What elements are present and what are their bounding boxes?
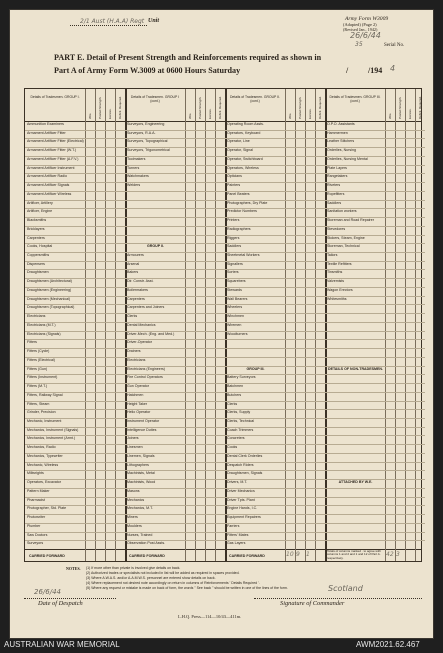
trade-label: Armament Artificer Fitter xyxy=(27,130,66,135)
row-line xyxy=(325,470,425,471)
despatch-date-hw: 26/6/44 xyxy=(34,588,61,596)
hw-total-value: 3 xyxy=(396,551,400,558)
sub-header: Deficit. Required. xyxy=(318,95,322,119)
trade-label: Draughtsmen, Signals xyxy=(227,471,263,476)
serial-label: Serial No. xyxy=(384,43,405,48)
trade-label: ATTACHED BY W.E. xyxy=(338,480,373,485)
despatch-label: Date of Despatch xyxy=(38,600,83,607)
trade-label: Turners xyxy=(127,165,140,170)
trade-label: Coach Trimmers xyxy=(227,427,254,432)
trade-label: Artificer, Engine xyxy=(27,209,53,214)
trade-label: Operators, Keyboard xyxy=(227,130,261,135)
trade-label: Dental Clerk Orderlies xyxy=(227,453,263,458)
trade-label: Pattern Maker xyxy=(27,488,50,493)
trade-label: Grinder, Precision xyxy=(27,410,56,415)
commander-signature: Scotland xyxy=(328,584,363,593)
numeric-column-divider xyxy=(305,89,306,561)
trade-label: Dental Mechanics xyxy=(127,322,156,327)
trade-label: Electricians xyxy=(27,314,46,319)
sub-header: Excess. xyxy=(208,108,212,119)
trade-label: Rangetakers xyxy=(327,174,348,179)
group-header: Details of Tradesmen. GROUP I. xyxy=(30,95,80,99)
trade-label: Saddlers xyxy=(327,200,342,205)
trade-label: Operators, Wireless xyxy=(227,165,259,170)
trade-label: Fire Control Operators xyxy=(127,375,163,380)
trade-label: Printers xyxy=(227,218,240,223)
trade-label: Engine Hands, I.C. xyxy=(227,506,258,511)
trade-label: Boilermakers xyxy=(127,287,148,292)
row-line xyxy=(325,462,425,463)
row-line xyxy=(325,540,425,541)
trade-label: Clerks, Supply xyxy=(227,410,251,415)
trade-label: Armament Artificer Fitter (A.F.V.) xyxy=(27,156,79,161)
row-line xyxy=(325,505,425,506)
trade-label: GROUP II. xyxy=(146,244,165,249)
trade-label: Drainers xyxy=(127,349,141,354)
trade-label: Hammermen xyxy=(327,130,348,135)
group-header: Details of Tradesmen. GROUP III. (cont.) xyxy=(329,95,381,103)
row-line xyxy=(325,532,425,533)
trade-label: Draughtsmen (Engineering) xyxy=(27,287,72,292)
trade-label: Operator, Switchboard xyxy=(227,156,263,161)
numeric-column-divider xyxy=(185,89,186,561)
trade-label: Watchmakers xyxy=(127,174,149,179)
numeric-column-divider xyxy=(395,89,396,561)
trade-label: Driver Tpts. Plant xyxy=(227,497,255,502)
trade-label: Observation Post Assts. xyxy=(127,541,166,546)
sub-header: W.E. xyxy=(388,112,392,119)
numeric-column-divider xyxy=(295,89,296,561)
trade-label: Wagon Erectors xyxy=(327,287,353,292)
trade-label: Wiremen xyxy=(227,322,242,327)
sub-header: Excess. xyxy=(408,108,412,119)
trade-label: Armament Artificer Fitter (W.T.) xyxy=(27,148,77,153)
trade-label: Cooks, Hospital xyxy=(27,244,53,249)
row-line xyxy=(325,453,425,454)
trade-label: Tailors xyxy=(327,253,338,258)
numeric-column-divider xyxy=(215,89,216,561)
trade-label: O.P.O. Assistants xyxy=(327,122,355,126)
trade-label: Hatchmen xyxy=(127,392,144,397)
numeric-column-divider xyxy=(115,89,116,561)
trade-label: Electricians (Engineers) xyxy=(127,366,165,371)
strength-table xyxy=(24,88,422,562)
trade-label: Draughtsmen (Mechanical) xyxy=(27,296,71,301)
sub-header: W.E. xyxy=(188,112,192,119)
trade-label: Carpenters and Joiners xyxy=(127,305,165,310)
trade-label: Clerks xyxy=(227,401,238,406)
sub-header: W.E. xyxy=(288,112,292,119)
trade-label: Armament Artificer Wireless xyxy=(27,191,72,196)
trade-label: Nurses, Trained xyxy=(127,532,153,537)
row-line xyxy=(325,331,425,332)
trade-label: Mechanics, Instrument (Armt.) xyxy=(27,436,76,441)
trade-label: Plumber xyxy=(27,523,41,528)
sub-header: Deficit. Required. xyxy=(418,95,422,119)
trade-label: Fitters, Railway Signal xyxy=(27,392,63,397)
trade-label: Machinists, Wood xyxy=(127,480,156,485)
trade-label: Gas Layers xyxy=(227,541,246,546)
row-line xyxy=(125,191,225,192)
trade-label: Welders xyxy=(127,183,141,188)
unit-value: 2/1 Aust (H.A.A) Regt xyxy=(80,18,145,25)
trade-label: Signallers xyxy=(227,261,243,266)
trade-label: Driver-Operator xyxy=(127,340,152,345)
numeric-column-divider xyxy=(385,89,386,561)
trade-label: Joiners xyxy=(127,436,139,441)
despatch-line xyxy=(24,598,116,599)
trade-label: Operating Room Assts. xyxy=(227,122,264,126)
trade-label: Draughtsmen (Architectural) xyxy=(27,279,72,284)
trade-label: Fitters (Gun) xyxy=(27,366,48,371)
row-line xyxy=(225,339,325,340)
trade-label: Armament Artificer Fitter (Electrical) xyxy=(27,139,84,144)
trade-label: Surveyors, Engineering xyxy=(127,122,165,126)
trade-label: Stokers, Steam, Engine xyxy=(327,235,365,240)
trade-label: Fitters xyxy=(27,340,37,345)
trade-label: Ropefitters xyxy=(327,191,345,196)
row-line xyxy=(325,383,425,384)
form-adapted: (Adapted) (Page 2) xyxy=(343,22,377,27)
trade-label: Miners xyxy=(127,515,138,520)
trade-label: Electricians (Signals) xyxy=(27,331,61,336)
trade-label: Battery Surveyors xyxy=(227,375,256,380)
trade-label: Saw Doctors xyxy=(27,532,48,537)
commander-label: Signature of Commander xyxy=(280,600,345,607)
trade-label: Woodturners xyxy=(227,331,248,336)
trade-label: Leather Stitchers xyxy=(327,139,355,144)
form-sheet xyxy=(10,10,433,638)
row-line xyxy=(325,392,425,393)
row-line xyxy=(325,514,425,515)
trade-label: Tinsmiths xyxy=(327,270,343,275)
notes-title: NOTES. xyxy=(66,566,81,571)
trade-label: Fitters (M.T.) xyxy=(27,384,48,389)
trade-label: Mechanic, Instrument xyxy=(27,418,62,423)
trade-label: Operator, Line xyxy=(227,139,250,144)
trade-label: Squarebers xyxy=(227,279,246,284)
row-line xyxy=(125,235,225,236)
trade-label: Instrument Operator xyxy=(127,418,160,423)
row-line xyxy=(125,226,225,227)
trade-label: Sorters xyxy=(227,270,239,275)
trade-label: Predictor Numbers xyxy=(227,209,257,214)
trade-label: Valvemists xyxy=(327,279,345,284)
trade-label: Equipment Repairers xyxy=(227,515,261,520)
hw-carried-value: 10 xyxy=(286,551,294,558)
row-line xyxy=(325,313,425,314)
trade-label: Armament Artificer Signals xyxy=(27,183,70,188)
row-line xyxy=(125,217,225,218)
trade-label: Blacksmiths xyxy=(27,218,47,223)
trade-label: Photographers, Dry Plate xyxy=(227,200,268,205)
trade-label: Surveyors, Topographical xyxy=(127,139,168,144)
hw-carried-value: 1 xyxy=(306,551,310,558)
trade-label: Pharmacist xyxy=(27,497,45,502)
trade-label: Linemen, Signals xyxy=(127,453,155,458)
trade-label: Textile Refitters xyxy=(327,261,352,266)
numeric-column-divider xyxy=(405,89,406,561)
trade-label: Carpenters xyxy=(127,296,145,301)
trade-label: Stewards xyxy=(227,287,242,292)
trade-label: Ammunition Examiners xyxy=(27,122,64,126)
trade-label: Linesmen xyxy=(127,445,143,450)
trade-label: Driver Mechanics xyxy=(227,488,255,493)
trade-label: Radiographers xyxy=(227,226,251,231)
note-2: (2) Authorized trades or specialists not included in list will be added as required in spaces provided. xyxy=(86,571,240,575)
trade-label: Armament Artificer Instrument xyxy=(27,165,75,170)
numeric-column-divider xyxy=(415,89,416,561)
carried-forward-label: CARRIED FORWARD xyxy=(229,554,265,558)
note-3: (3) Where A.W.A.S. and/or A.A.M.W.S. personnel are entered show details on back. xyxy=(86,576,216,580)
sub-header: W.E. xyxy=(88,112,92,119)
trade-label: Wall Bearers xyxy=(227,296,248,301)
trade-label: Whitesmiths xyxy=(327,296,347,301)
trade-label: Artificer, Artillery xyxy=(27,200,53,205)
trade-label: Driver-Mech. (Eng. and Med.) xyxy=(127,331,175,336)
form-name: Army Form W3009 xyxy=(345,16,389,22)
row-line xyxy=(225,348,325,349)
carried-forward-label: CARRIED FORWARD xyxy=(129,554,165,558)
trade-label: Operators, Excavator xyxy=(27,480,61,485)
numeric-column-divider xyxy=(205,89,206,561)
group-header: Details of Tradesmen. GROUP II. (cont.) xyxy=(229,95,281,103)
form-revised: (Revised Jan., 1942) xyxy=(343,27,378,32)
sub-header: Posted Strength. xyxy=(298,96,302,119)
trade-label: Despatch Riders xyxy=(227,462,254,467)
trade-label: Armament Artificer Radio xyxy=(27,174,67,179)
trade-label: Saddlers xyxy=(227,244,242,249)
trade-label: Toolmakers xyxy=(127,156,146,161)
title-line1: PART E. Detail of Present Strength and Reinforcements required as shown in xyxy=(54,53,322,62)
row-line xyxy=(325,374,425,375)
trade-label: Batchmen xyxy=(227,384,244,389)
row-line xyxy=(125,200,225,201)
trade-label: Mechanics, Instrument (Signals) xyxy=(27,427,79,432)
trade-label: Coppersmiths xyxy=(27,253,50,258)
trade-label: Farriers xyxy=(227,523,240,528)
unit-label: Unit xyxy=(148,18,160,24)
sub-header: Posted Strength. xyxy=(198,96,202,119)
trade-label: Mechanics, Typewriter xyxy=(27,453,63,458)
row-line xyxy=(325,427,425,428)
commander-line xyxy=(254,598,422,599)
trade-label: Photowriter xyxy=(27,515,46,520)
unit-underline xyxy=(70,25,147,26)
row-line xyxy=(225,357,325,358)
trade-label: Mechanics, Radio xyxy=(27,445,56,450)
trade-label: Storeman, Technical xyxy=(327,244,360,249)
trade-label: Surveyors, Trigonometrical xyxy=(127,148,170,153)
title-date-blank: / xyxy=(346,66,349,75)
carried-forward-label: CARRIED FORWARD xyxy=(29,554,65,558)
title-year-hw: 4 xyxy=(390,64,396,73)
trade-label: Surveyors xyxy=(27,541,44,546)
trade-label: Bricklayers xyxy=(27,226,45,231)
caption-left: AUSTRALIAN WAR MEMORIAL xyxy=(4,640,120,649)
hw-carried-value: 9 xyxy=(296,551,300,558)
trade-label: Lithographers xyxy=(127,462,149,467)
row-line xyxy=(325,444,425,445)
note-4: (4) Where replacement not desired note accordingly on return in columns of Reinforcements ' Details Required '. xyxy=(86,581,260,585)
trade-label: Orderlies, Nursing Mental xyxy=(327,156,368,161)
trade-label: Armourers xyxy=(127,253,144,258)
row-line xyxy=(325,304,425,305)
row-line xyxy=(325,488,425,489)
trade-label: Millwrights xyxy=(27,471,44,476)
numeric-column-divider xyxy=(85,89,86,561)
trade-label: Riveters xyxy=(327,183,341,188)
trade-label: Carpenters xyxy=(27,235,45,240)
date-handwritten: 26/6/44 xyxy=(350,31,381,40)
sub-header: Excess. xyxy=(308,108,312,119)
trade-label: Cooks xyxy=(227,445,238,450)
trade-label: Butchers xyxy=(227,392,242,397)
trade-label: DETAILS OF NON-TRADESMEN. xyxy=(327,366,384,371)
sub-header: Posted Strength. xyxy=(398,96,402,119)
trade-label: Dispensers xyxy=(27,261,45,266)
trade-label: Fitters (Cycle) xyxy=(27,349,50,354)
trade-label: Operator, Signal xyxy=(227,148,253,153)
note-1: (1) If more other than private is involved give details on back. xyxy=(86,566,181,570)
trade-label: Painters xyxy=(227,183,241,188)
trade-label: Plate Layers xyxy=(327,165,347,170)
printer-line: L.H.Q. Press—114—10/43—411m. xyxy=(178,614,242,619)
numeric-column-divider xyxy=(195,89,196,561)
trade-label: Helio Operator xyxy=(127,410,151,415)
trade-label: Mechanic, Wireless xyxy=(27,462,59,467)
trade-label: Gun Operator xyxy=(127,384,149,389)
trade-label: Fitters, Steam xyxy=(27,401,50,406)
trade-label: Mechanics xyxy=(127,497,145,502)
row-line xyxy=(325,523,425,524)
group-header: Details of Tradesmen. GROUP I (cont.) xyxy=(130,95,180,103)
note-5: (5) Where any request or mistake is made on back of form, the words " See back " should be written in one of the lines of the form. xyxy=(86,586,288,590)
numeric-column-divider xyxy=(285,89,286,561)
trade-label: Arsenal xyxy=(127,261,140,266)
trade-label: Draughtsmen xyxy=(27,270,49,275)
totals-note: Totals of columns marked · to agree with columns 1 and 2 and 1 and 12 of Part A. respectively. xyxy=(327,550,381,560)
trade-label: Fitters (Electrical) xyxy=(27,357,55,362)
title-line2: Part A of Army Form W.3009 at 0600 Hours Saturday xyxy=(54,66,241,75)
trade-label: Panel Beaters xyxy=(227,191,250,196)
row-line xyxy=(325,409,425,410)
trade-label: GROUP III. xyxy=(246,366,265,371)
trade-label: Electricians (M.T.) xyxy=(27,322,56,327)
trade-label: Winchmen xyxy=(227,314,244,319)
trade-label: Opticians xyxy=(227,174,242,179)
row-line xyxy=(325,348,425,349)
sub-header: Deficit. Required. xyxy=(118,95,122,119)
row-line xyxy=(125,208,225,209)
trade-label: Wheelers xyxy=(227,305,243,310)
trade-label: Sheetmetal Workers xyxy=(227,253,260,258)
trade-label: Sanitation workers xyxy=(327,209,357,214)
trade-label: Height Taker xyxy=(127,401,148,406)
numeric-column-divider xyxy=(315,89,316,561)
row-line xyxy=(325,357,425,358)
row-line xyxy=(325,418,425,419)
trade-label: Mechanics, M.T. xyxy=(127,506,153,511)
trade-label: Surveyors, R.A.A. xyxy=(127,130,156,135)
row-line xyxy=(325,401,425,402)
title-year: /194 xyxy=(368,66,383,75)
trade-label: Bakers xyxy=(127,270,139,275)
trade-label: Masons xyxy=(127,488,140,493)
row-line xyxy=(325,497,425,498)
trade-label: Dir. Constr. Asst. xyxy=(127,279,154,284)
trade-label: Riggers xyxy=(227,235,240,240)
hw-total-value: 42 xyxy=(386,551,394,558)
trade-label: Concreters xyxy=(227,436,245,441)
trade-label: Fitters (Instrument) xyxy=(27,375,58,380)
trade-label: Drivers, M.T. xyxy=(227,480,248,485)
numeric-column-divider xyxy=(105,89,106,561)
serial-value: 35 xyxy=(355,41,363,48)
sub-header: Deficit. Required. xyxy=(218,95,222,119)
sub-header: Posted Strength. xyxy=(98,96,102,119)
trade-label: Electricians xyxy=(127,357,146,362)
numeric-column-divider xyxy=(95,89,96,561)
trade-label: Draughtsmen (Topographical) xyxy=(27,305,75,310)
trade-label: Machinists, Metal xyxy=(127,471,155,476)
trade-label: Stevedores xyxy=(327,226,346,231)
trade-label: Moulders xyxy=(127,523,142,528)
trade-label: Clerks xyxy=(127,314,138,319)
row-line xyxy=(325,322,425,323)
caption-right: AWM2021.62.467 xyxy=(356,640,420,649)
trade-label: Photographer, Std. Plate xyxy=(27,506,67,511)
row-line xyxy=(325,435,425,436)
trade-label: Storeman and Road Repairer xyxy=(327,218,374,223)
trade-label: Orderlies, Nursing xyxy=(327,148,356,153)
sub-header: Excess. xyxy=(108,108,112,119)
row-line xyxy=(325,339,425,340)
trade-label: Intelligence Duties xyxy=(127,427,157,432)
trade-label: Clerks, Technical xyxy=(227,418,255,423)
trade-label: Fitters' Mates xyxy=(227,532,249,537)
